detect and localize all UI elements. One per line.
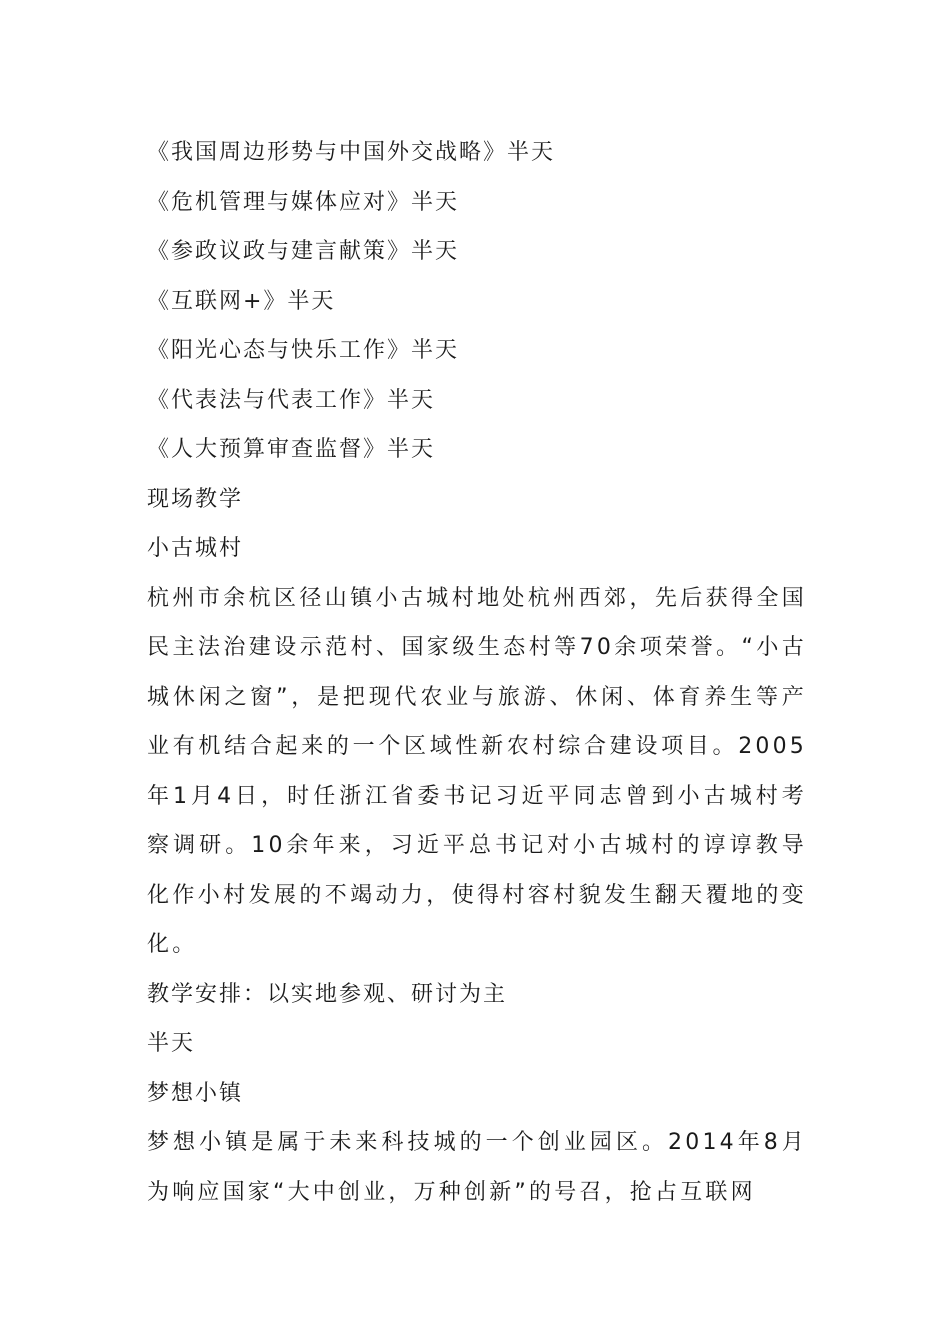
site-description: 杭州市余杭区径山镇小古城村地处杭州西郊，先后获得全国民主法治建设示范村、国家级生态村等70余项荣誉。“小古城休闲之窗”，是把现代农业与旅游、休闲、体育养生等产业有机结合起来的一个区域性新农村综合建设项目。2005年1月4日，时任浙江省委书记习近平同志曾到小古城村考察调研。10余年来，习近平总书记对小古城村的谆谆教导化作小村发展的不竭动力，使得村容村貌发生翻天覆地的变化。 [147,585,807,957]
course-item: 《危机管理与媒体应对》半天 [147,189,460,215]
site-title: 小古城村 [147,536,244,561]
course-item: 《阳光心态与快乐工作》半天 [147,338,460,363]
course-item: 《我国周边形势与中国外交战略》半天 [147,140,556,165]
course-item: 《人大预算审查监督》半天 [147,437,436,462]
course-item: 《互联网+》半天 [147,288,336,314]
teaching-arrangement: 教学安排：以实地参观、研讨为主 [147,981,508,1007]
course-item: 《代表法与代表工作》半天 [147,387,436,413]
course-item: 《参政议政与建言献策》半天 [147,239,460,264]
site-title: 梦想小镇 [147,1080,244,1106]
document-body [147,128,807,1217]
site-duration: 半天 [147,1031,196,1056]
site-description: 梦想小镇是属于未来科技城的一个创业园区。2014年8月为响应国家“大中创业，万种创新”的号召，抢占互联网 [147,1130,807,1205]
section-heading: 现场教学 [147,486,244,512]
